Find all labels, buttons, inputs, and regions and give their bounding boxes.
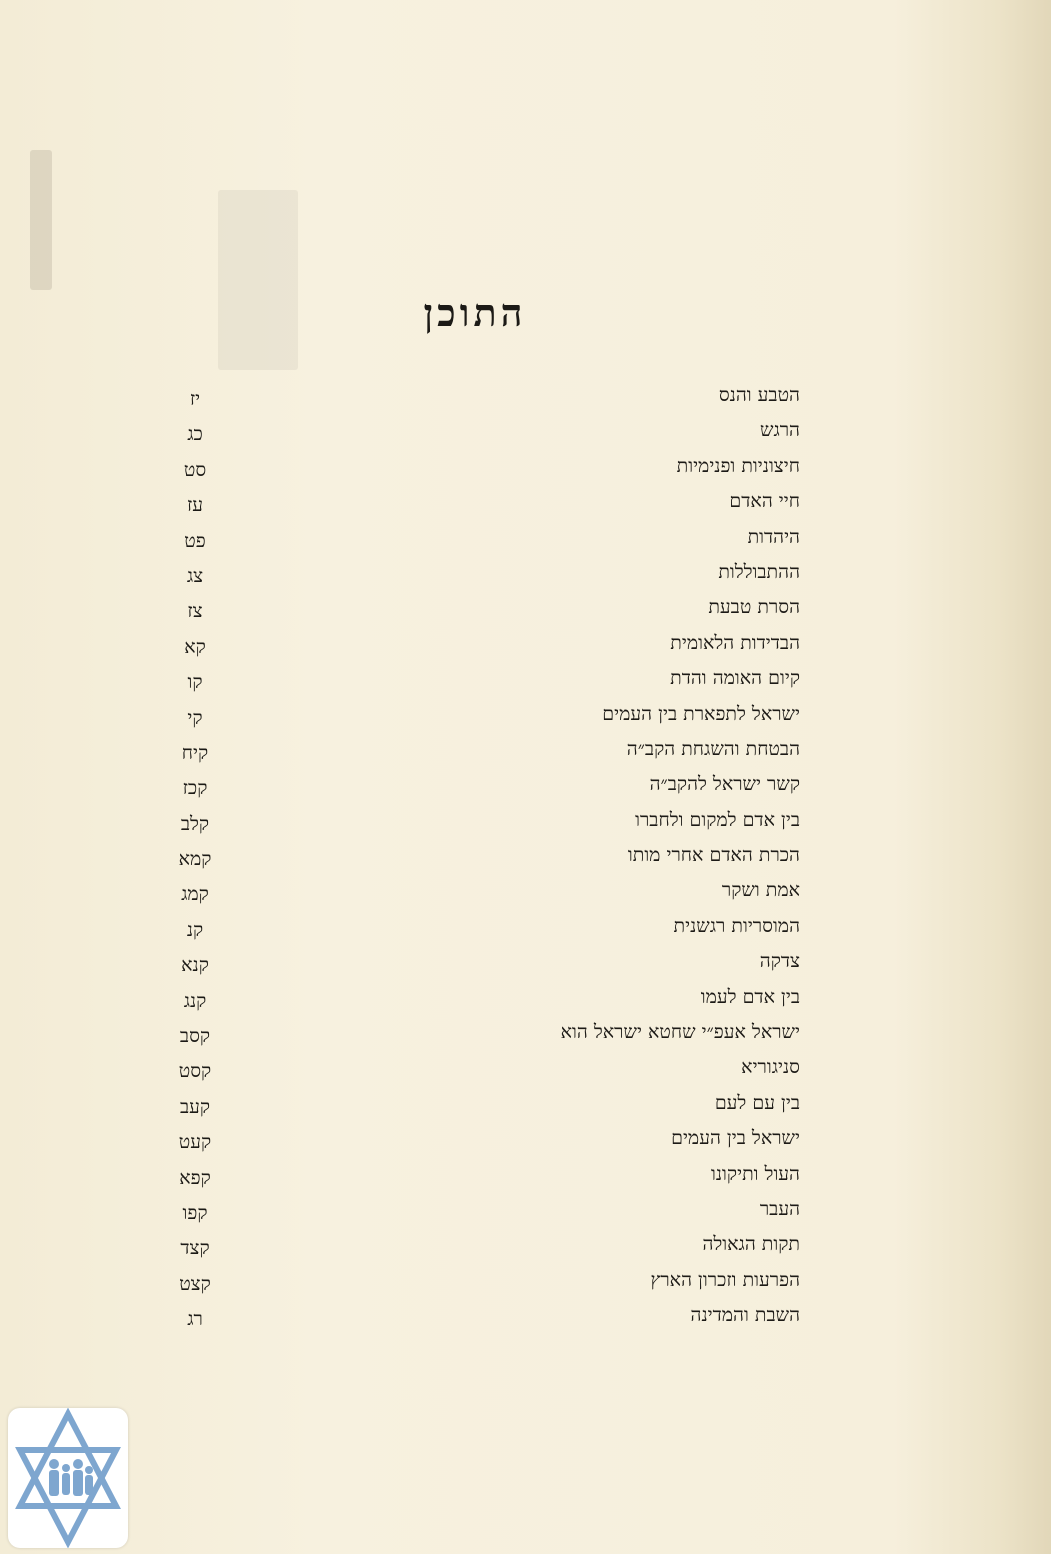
toc-entry-page-number: יז	[189, 388, 201, 410]
toc-entry	[160, 522, 800, 557]
page-title: התוכן	[423, 290, 527, 335]
toc-entry	[160, 628, 800, 663]
toc-entry-page-number: קצט	[179, 1272, 211, 1295]
toc-entry	[160, 911, 800, 946]
toc-entry	[160, 592, 800, 627]
toc-entry-page-number: רג	[187, 1308, 203, 1331]
toc-entry-title: צדקה	[759, 950, 800, 973]
toc-entry-title: הסרת טבעת	[708, 596, 800, 619]
toc-entry-page-number: עז	[186, 494, 204, 517]
print-smudge	[218, 190, 298, 370]
toc-entry-title: העול ותיקונו	[711, 1162, 800, 1185]
toc-entry-title: הבטחת והשגחת הקב״ה	[626, 737, 800, 760]
toc-entry-title: חיצוניות ופנימיות	[676, 454, 800, 477]
toc-entry-page-number: קנג	[183, 989, 207, 1012]
toc-entry-page-number: קמא	[178, 848, 212, 871]
toc-entry	[160, 557, 800, 592]
toc-entry-title: הבדידות הלאומית	[670, 631, 800, 654]
toc-entry-page-number: כג	[187, 423, 203, 446]
toc-entry-page-number: צז	[187, 600, 203, 623]
toc-entry	[160, 1194, 800, 1229]
toc-entry-title: אמת ושקר	[721, 879, 800, 902]
toc-entry	[160, 1265, 800, 1300]
toc-entry-page-number: פט	[184, 529, 206, 552]
toc-entry-page-number: קסט	[178, 1060, 212, 1083]
toc-entry-title: קשר ישראל להקב״ה	[649, 773, 800, 796]
toc-entry	[160, 415, 800, 450]
toc-entry-page-number: קפא	[179, 1166, 211, 1189]
toc-entry-page-number: קעב	[179, 1095, 211, 1118]
toc-entry	[160, 1017, 800, 1052]
toc-entry-title: סניגוריא	[741, 1056, 800, 1079]
toc-entry-title: המוסריות רגשנית	[673, 914, 800, 937]
toc-entry-title: בין אדם לעמו	[700, 985, 800, 1008]
toc-entry-title: ההתבוללות	[718, 560, 800, 583]
logo	[8, 1408, 128, 1548]
toc-entry-page-number: קעט	[178, 1131, 212, 1154]
toc-entry-title: היהדות	[747, 525, 800, 548]
toc-entry-title: הטבע והנס	[718, 384, 800, 406]
toc-entry-title: תקות הגאולה	[702, 1233, 800, 1256]
toc-entry	[160, 1123, 800, 1158]
toc-entry-page-number: קנא	[181, 954, 209, 977]
toc-entry-title: העבר	[759, 1197, 800, 1220]
toc-entry	[160, 1300, 800, 1335]
toc-entry	[160, 875, 800, 910]
toc-entry-page-number: צג	[186, 564, 204, 587]
toc-entry-title: ישראל אעפ״י שחטא ישראל הוא	[560, 1021, 800, 1044]
toc-entry-title: הפרעות וזכרון הארץ	[650, 1268, 800, 1291]
toc-entry	[160, 380, 800, 415]
toc-entry	[160, 734, 800, 769]
table-of-contents	[160, 380, 800, 1336]
print-smudge	[30, 150, 52, 290]
toc-entry-title: הרגש	[760, 419, 800, 442]
toc-entry	[160, 699, 800, 734]
toc-entry-title: ישראל בין העמים	[671, 1127, 800, 1150]
toc-entry-page-number: קו	[187, 671, 203, 694]
toc-entry-title: בין אדם למקום ולחברו	[635, 808, 800, 831]
toc-entry	[160, 840, 800, 875]
star-of-david-family-icon	[8, 1408, 128, 1548]
toc-entry-title: ישראל לתפארת בין העמים	[602, 702, 800, 725]
toc-entry-page-number: סט	[183, 458, 207, 481]
toc-entry	[160, 946, 800, 981]
toc-entry	[160, 1159, 800, 1194]
toc-entry-page-number: קא	[184, 635, 206, 658]
toc-entry-title: הכרת האדם אחרי מותו	[627, 844, 800, 867]
toc-entry-page-number: קי	[187, 706, 203, 729]
toc-entry	[160, 769, 800, 804]
toc-entry-title: קיום האומה והדת	[670, 667, 800, 690]
toc-entry	[160, 982, 800, 1017]
toc-entry-page-number: קנ	[186, 918, 204, 941]
toc-entry-page-number: קסב	[179, 1025, 211, 1048]
toc-entry	[160, 1052, 800, 1087]
toc-entry-page-number: קיח	[181, 741, 209, 764]
toc-entry-page-number: קצד	[180, 1237, 210, 1260]
toc-entry	[160, 451, 800, 486]
toc-entry-page-number: קפו	[182, 1201, 208, 1224]
toc-entry	[160, 1229, 800, 1264]
toc-entry-title: חיי האדם	[729, 490, 800, 513]
toc-entry	[160, 663, 800, 698]
toc-entry-page-number: קמג	[181, 883, 209, 906]
toc-entry-page-number: קלב	[180, 812, 210, 835]
toc-entry-page-number: קכז	[182, 777, 208, 800]
toc-entry	[160, 1088, 800, 1123]
toc-entry-title: השבת והמדינה	[690, 1304, 800, 1327]
toc-entry	[160, 486, 800, 521]
toc-entry-title: בין עם לעם	[714, 1091, 800, 1114]
toc-entry	[160, 805, 800, 840]
